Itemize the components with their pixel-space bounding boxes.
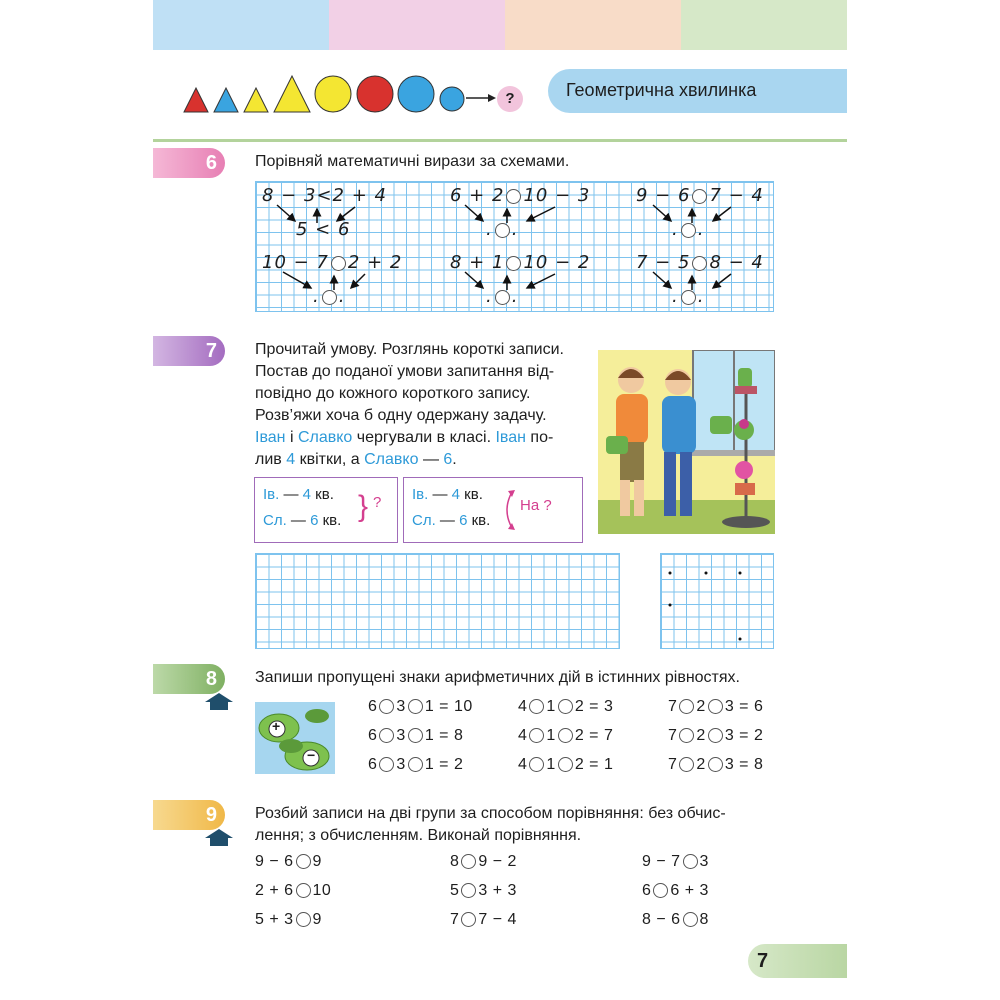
brace-icon: } [358,490,369,523]
compare-circle[interactable] [296,912,311,927]
big-yellow-triangle-shape [274,76,310,112]
compare-circle[interactable] [296,883,311,898]
task9-cmp-2-3: 7 7 − 4 [450,911,517,928]
compare-circle[interactable] [653,883,668,898]
short-record-box-2: Ів. — 4 кв. Сл. — 6 кв. На ? [403,477,583,543]
task6-item3-right: 7 − 4 [709,185,764,206]
red-circle-shape [357,76,393,112]
page-number: 7 [757,950,769,972]
boys-watering-flowers-illustration [598,350,775,534]
task8-eq-3-3: 7 2 3 = 8 [668,756,764,773]
compare-circle[interactable] [461,854,476,869]
graduation-cap-base-2 [210,838,228,846]
task7-line3: повідно до кожного короткого запису. [255,385,531,402]
graduation-cap-base [210,702,228,710]
task6-item4-bottom: . . [313,286,346,307]
task9-text [255,803,726,847]
task6-text: Порівняй математичні вирази за схемами. [255,153,570,170]
graduation-cap-icon [205,693,233,702]
task6-item1-sign: < [316,185,333,206]
compare-circle[interactable] [683,854,698,869]
sign-circle[interactable] [408,757,423,772]
task8-eq-1-1: 6 3 1 = 10 [368,698,473,715]
task9-cmp-1-2: 2 + 6 10 [255,882,332,899]
task7-instructions [255,339,595,427]
yellow-circle-shape [315,76,351,112]
task7-line1: Прочитай умову. Розглянь короткі записи. [255,341,564,358]
task9-cmp-2-2: 5 3 + 3 [450,882,517,899]
task9-cmp-3-2: 6 6 + 3 [642,882,709,899]
compare-circle[interactable] [461,912,476,927]
sign-circle[interactable] [558,699,573,714]
task8-eq-1-3: 6 3 1 = 2 [368,756,464,773]
red-triangle-shape [184,88,208,112]
sign-circle[interactable] [379,728,394,743]
box1-question: ? [373,494,382,511]
sign-circle[interactable] [408,699,423,714]
task6-item6-bottom: . . [672,286,705,307]
sign-circle[interactable] [529,757,544,772]
task6-item5-right: 10 − 2 [523,252,591,273]
task6-item4-right: 2 + 2 [347,252,403,273]
task6-item1-right: 2 + 4 [332,185,387,206]
question-circle: ? [497,86,523,112]
task8-eq-1-2: 6 3 1 = 8 [368,727,464,744]
task6-item1-bottom: 5 < 6 [296,219,351,240]
sign-circle[interactable] [379,699,394,714]
header-divider [153,139,847,142]
header-stripe-peach [505,0,681,50]
sign-circle[interactable] [529,728,544,743]
minus-sign: − [307,747,316,763]
task9-cmp-1-3: 5 + 3 9 [255,911,322,928]
blue-circle-shape [398,76,434,112]
header-stripe-pink [329,0,505,50]
sign-circle[interactable] [708,699,723,714]
sign-circle[interactable] [679,728,694,743]
task7-line4: Розв’яжи хоча б одну одержану задачу. [255,407,547,424]
task9-line2: лення; з обчисленням. Виконай порівняння. [255,827,582,844]
task8-eq-3-2: 7 2 3 = 2 [668,727,764,744]
task6-item2-left: 6 + 2 [450,185,505,206]
task6-item6-left: 7 − 5 [636,252,691,273]
task9-cmp-2-1: 8 9 − 2 [450,853,517,870]
sign-circle[interactable] [558,757,573,772]
task8-eq-2-3: 4 1 2 = 1 [518,756,614,773]
short-record-box-1: Ів. — 4 кв. Сл. — 6 кв. } ? [254,477,398,543]
blue-triangle-shape [214,88,238,112]
compare-circle[interactable] [461,883,476,898]
sign-circle[interactable] [408,728,423,743]
yellow-triangle-shape [244,88,268,112]
task9-cmp-3-1: 9 − 7 3 [642,853,709,870]
graduation-cap-icon-2 [205,829,233,838]
sign-circle[interactable] [529,699,544,714]
double-arrow-icon [500,488,518,532]
task6-item1-left: 8 − 3 [262,185,317,206]
frogs-on-lily-pads-illustration [255,702,335,774]
task6-item5-left: 8 + 1 [450,252,505,273]
task8-text: Запиши пропущені знаки арифметичних дій в істинних рівностях. [255,669,740,686]
task7-number-tab: 7 [153,336,225,366]
sign-circle[interactable] [558,728,573,743]
task6-item4-left: 10 − 7 [262,252,329,273]
header-stripe-blue [153,0,329,50]
task8-eq-2-2: 4 1 2 = 7 [518,727,614,744]
task8-eq-3-1: 7 2 3 = 6 [668,698,764,715]
sign-circle[interactable] [679,699,694,714]
grid-dots [660,553,772,647]
task7-story: Іван і Славко чергували в класі. Іван по- лив 4 квітки, а Славко — 6. [255,429,554,468]
shapes-sequence [180,68,530,128]
task6-arrows [255,181,772,310]
task6-item3-left: 9 − 6 [636,185,691,206]
sign-circle[interactable] [679,757,694,772]
task6-item5-bottom: . . [486,286,519,307]
page-title: Геометрична хвилинка [566,80,757,100]
task8-number-tab: 8 [153,664,225,694]
task6-item2-bottom: . . [486,219,519,240]
task7-answer-grid[interactable] [255,553,620,649]
sign-circle[interactable] [379,757,394,772]
small-blue-circle-shape [440,87,464,111]
sign-circle[interactable] [708,757,723,772]
box2-question: На ? [520,497,552,514]
task9-line1: Розбий записи на дві групи за способом порівняння: без обчис- [255,805,726,822]
task6-item3-bottom: . . [672,219,705,240]
task9-number-tab: 9 [153,800,225,830]
task9-cmp-3-3: 8 − 6 8 [642,911,709,928]
task6-item2-right: 10 − 3 [523,185,591,206]
plus-sign: + [272,718,281,734]
compare-circle[interactable] [683,912,698,927]
sign-circle[interactable] [708,728,723,743]
compare-circle[interactable] [296,854,311,869]
task6-item6-right: 8 − 4 [709,252,764,273]
task8-eq-2-1: 4 1 2 = 3 [518,698,614,715]
task9-cmp-1-1: 9 − 6 9 [255,853,322,870]
header-stripe-green [681,0,847,50]
task6-number-tab: 6 [153,148,225,178]
task7-line2: Постав до поданої умови запитання від- [255,363,555,380]
